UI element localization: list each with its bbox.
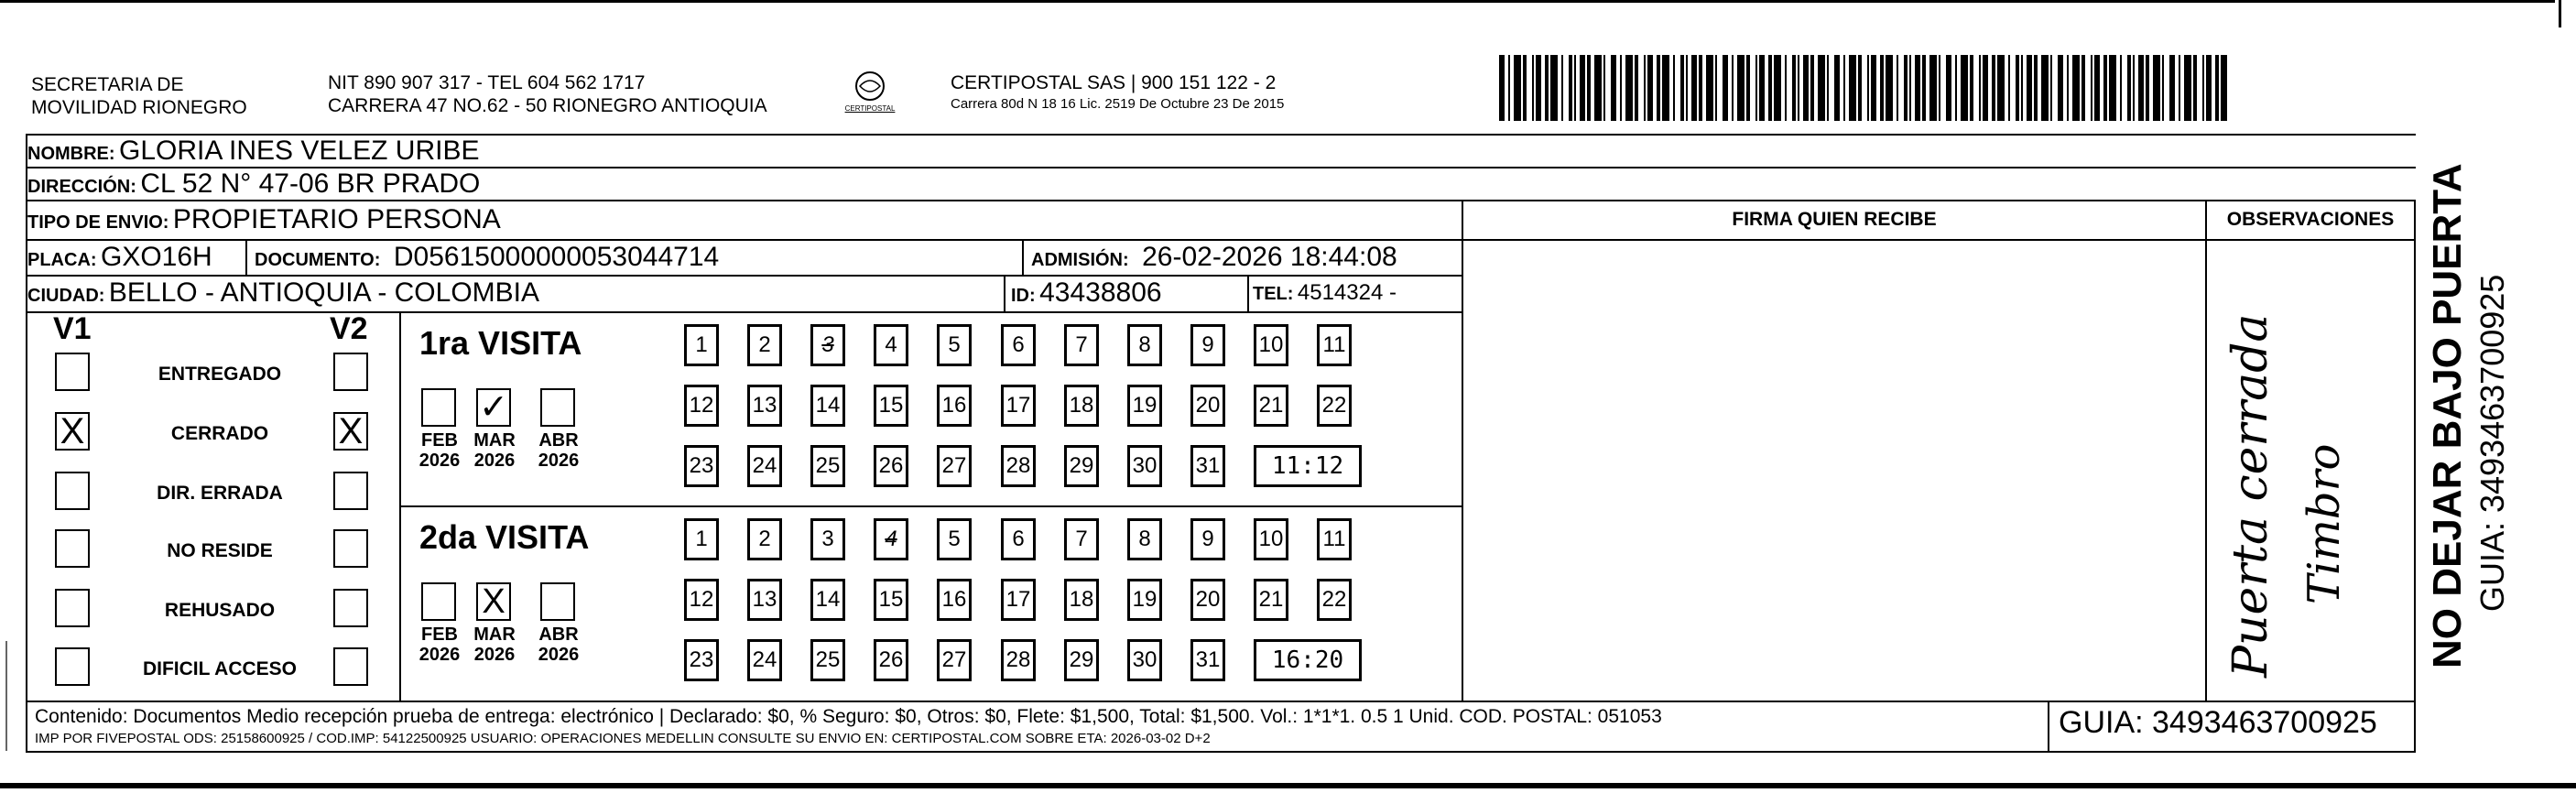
day-box[interactable]: 14 — [810, 579, 845, 621]
obs-left-line — [2205, 200, 2207, 701]
barcode-bar — [2091, 55, 2092, 121]
barcode-bar — [1810, 55, 1814, 121]
barcode-bar — [2041, 55, 2049, 121]
barcode-bar — [2034, 55, 2038, 121]
status-label: REHUSADO — [164, 600, 276, 621]
barcode-bar — [1871, 55, 1876, 121]
status-v2-checkbox[interactable] — [333, 412, 368, 451]
status-v2-mark: X — [338, 411, 364, 451]
v2-header: V2 — [330, 311, 368, 346]
org-contact — [328, 71, 767, 117]
barcode — [1499, 55, 2227, 121]
nombre-label: NOMBRE: — [27, 144, 115, 164]
observaciones-header: OBSERVACIONES — [2226, 209, 2395, 230]
side-notice: NO DEJAR BAJO PUERTA — [2425, 163, 2470, 668]
barcode-bar — [1909, 55, 1911, 121]
placa-value: GXO16H — [101, 242, 212, 272]
barcode-bar — [1774, 55, 1781, 121]
scan-mark — [5, 641, 7, 751]
barcode-bar — [1755, 55, 1757, 121]
day-box[interactable]: 16 — [937, 579, 972, 621]
barcode-bar — [2103, 55, 2107, 121]
barcode-bar — [2215, 55, 2219, 121]
barcode-bar — [1508, 55, 1510, 121]
barcode-bar — [1723, 55, 1728, 121]
barcode-bar — [1625, 55, 1633, 121]
barcode-bar — [1514, 55, 1521, 121]
barcode-bar — [1792, 55, 1796, 121]
status-v1-checkbox[interactable] — [55, 647, 90, 686]
side-guia: GUIA: 3493463700925 — [2473, 274, 2511, 612]
day-box[interactable]: 11 — [1317, 324, 1352, 366]
status-v2-checkbox[interactable] — [333, 472, 368, 510]
form-bottom-line — [26, 751, 2416, 753]
month-name: FEB — [421, 625, 458, 645]
day-box[interactable]: 23 — [684, 639, 719, 681]
admision-row — [1031, 240, 1397, 274]
day-box[interactable]: 4 — [874, 324, 908, 366]
barcode-bar — [1662, 55, 1669, 121]
barcode-bar — [2050, 55, 2052, 121]
barcode-bar — [2133, 55, 2135, 121]
barcode-bar — [1580, 55, 1585, 121]
barcode-bar — [1647, 55, 1653, 121]
barcode-bar — [1997, 55, 2005, 121]
barcode-bar — [1858, 55, 1862, 121]
tipo-value: PROPIETARIO PERSONA — [172, 204, 501, 234]
admision-divider — [1022, 239, 1024, 275]
month-label — [467, 430, 522, 471]
barcode-bar — [1961, 55, 1968, 121]
day-box[interactable]: 12 — [684, 385, 719, 427]
barcode-bar — [1699, 55, 1702, 121]
day-box[interactable]: 22 — [1317, 385, 1352, 427]
org-line-2: MOVILIDAD RIONEGRO — [31, 97, 247, 118]
row-line-5 — [26, 311, 1462, 313]
barcode-bar — [2067, 55, 2069, 121]
bottom-border — [0, 783, 2576, 788]
day-box[interactable]: 14 — [810, 385, 845, 427]
day-box[interactable]: 23 — [684, 445, 719, 487]
barcode-bar — [1818, 55, 1825, 121]
barcode-bar — [1715, 55, 1717, 121]
month-checkbox[interactable] — [540, 388, 575, 427]
barcode-bar — [1979, 55, 1981, 121]
day-box[interactable]: 7 — [1064, 324, 1099, 366]
footer-guia-divider — [2048, 701, 2049, 751]
barcode-bar — [2008, 55, 2010, 121]
tipo-label: TIPO DE ENVIO: — [27, 212, 169, 233]
barcode-bar — [1834, 55, 1840, 121]
month-label — [467, 625, 522, 665]
status-label: CERRADO — [170, 423, 269, 444]
direccion-value: CL 52 N° 47-06 BR PRADO — [140, 168, 481, 199]
barcode-bar — [1880, 55, 1884, 121]
tel-row — [1253, 276, 1397, 310]
barcode-bar — [1768, 55, 1772, 121]
month-mark: ✓ — [479, 388, 508, 427]
day-box[interactable]: 18 — [1064, 579, 1099, 621]
status-v2-checkbox[interactable] — [333, 647, 368, 686]
barcode-bar — [2016, 55, 2019, 121]
barcode-bar — [1499, 55, 1505, 121]
placa-label: PLACA: — [27, 250, 97, 270]
barcode-bar — [1545, 55, 1549, 121]
month-year: 2026 — [418, 451, 461, 471]
status-v1-checkbox[interactable] — [55, 412, 90, 451]
tel-label: TEL: — [1253, 284, 1294, 304]
day-box[interactable]: 5 — [937, 324, 972, 366]
day-box[interactable]: 16 — [937, 385, 972, 427]
status-v2-checkbox[interactable] — [333, 353, 368, 391]
barcode-bar — [1827, 55, 1829, 121]
barcode-bar — [1955, 55, 1957, 121]
barcode-bar — [1644, 55, 1646, 121]
month-year: 2026 — [538, 451, 580, 471]
day-box[interactable]: 10 — [1254, 324, 1288, 366]
barcode-bar — [1897, 55, 1898, 121]
day-box[interactable]: 12 — [684, 579, 719, 621]
barcode-bar — [2058, 55, 2063, 121]
status-label: ENTREGADO — [158, 364, 282, 385]
status-v1-checkbox[interactable] — [55, 529, 90, 568]
ciudad-value: BELLO - ANTIOQUIA - COLOMBIA — [108, 277, 540, 308]
tel-divider — [1247, 275, 1249, 311]
barcode-bar — [2138, 55, 2144, 121]
month-label — [412, 430, 467, 471]
barcode-bar — [1886, 55, 1893, 121]
barcode-bar — [2127, 55, 2131, 121]
month-checkbox[interactable] — [476, 388, 511, 427]
barcode-bar — [2109, 55, 2116, 121]
barcode-bar — [1939, 55, 1940, 121]
barcode-bar — [1706, 55, 1713, 121]
barcode-bar — [1798, 55, 1799, 121]
barcode-bar — [1574, 55, 1576, 121]
barcode-bar — [1691, 55, 1697, 121]
barcode-bar — [1849, 55, 1856, 121]
day-box[interactable]: 6 — [1001, 324, 1036, 366]
month-label — [531, 430, 586, 471]
day-box[interactable]: 25 — [810, 639, 845, 681]
barcode-bar — [2206, 55, 2212, 121]
barcode-bar — [1550, 55, 1558, 121]
barcode-bar — [2202, 55, 2204, 121]
ciudad-label: CIUDAD: — [27, 286, 105, 306]
barcode-bar — [2146, 55, 2149, 121]
day-box[interactable]: 13 — [747, 579, 782, 621]
form-right-line — [2414, 200, 2416, 753]
day-box[interactable]: 30 — [1127, 445, 1162, 487]
status-label: DIFICIL ACCESO — [142, 658, 297, 679]
barcode-bar — [1803, 55, 1809, 121]
footer-imp: IMP POR FIVEPOSTAL ODS: 25158600925 / COD.IMP: 54122500925 USUARIO: OPERACIONES MEDELLIN CONSULTE SU ENVIO EN: CERTIPOSTAL.COM SOBRE ETA: 2026-03-02 D+2 — [35, 731, 1211, 746]
day-box[interactable]: 24 — [747, 639, 782, 681]
nit-line: NIT 890 907 317 - TEL 604 562 1717 — [328, 72, 646, 93]
placa-divider — [245, 239, 247, 275]
courier-line-2: Carrera 80d N 18 16 Lic. 2519 De Octubre 23 De 2015 — [951, 96, 1285, 112]
nombre-value: GLORIA INES VELEZ URIBE — [119, 136, 480, 166]
barcode-bar — [2193, 55, 2197, 121]
day-box[interactable]: 1 — [684, 518, 719, 560]
day-box[interactable]: 8 — [1127, 324, 1162, 366]
obs-handwriting-1: Puerta cerrada — [2223, 313, 2278, 678]
day-box[interactable]: 28 — [1001, 639, 1036, 681]
barcode-bar — [2184, 55, 2191, 121]
tipo-row — [27, 201, 501, 238]
status-v2-checkbox[interactable] — [333, 529, 368, 568]
day-box[interactable]: 28 — [1001, 445, 1036, 487]
certipostal-logo — [838, 68, 902, 118]
day-box[interactable]: 5 — [937, 518, 972, 560]
barcode-bar — [1929, 55, 1937, 121]
barcode-bar — [1635, 55, 1638, 121]
day-box[interactable]: 26 — [874, 639, 908, 681]
barcode-bar — [1536, 55, 1541, 121]
month-checkbox[interactable] — [540, 582, 575, 621]
barcode-bar — [1922, 55, 1926, 121]
barcode-bar — [1785, 55, 1787, 121]
month-name: ABR — [538, 430, 579, 451]
id-value: 43438806 — [1039, 277, 1162, 308]
nombre-row — [27, 134, 479, 168]
month-label — [412, 625, 467, 665]
barcode-bar — [1759, 55, 1765, 121]
firma-left-line — [1462, 200, 1463, 701]
month-year: 2026 — [473, 451, 516, 471]
id-divider — [1004, 275, 1005, 311]
scan-mark-right — [2559, 0, 2561, 27]
direccion-row — [27, 167, 480, 201]
documento-label: DOCUMENTO: — [255, 250, 381, 270]
barcode-bar — [2221, 55, 2227, 121]
day-box[interactable]: 22 — [1317, 579, 1352, 621]
visit-time-box[interactable]: 11:12 — [1254, 445, 1362, 487]
month-checkbox[interactable] — [421, 388, 456, 427]
month-year: 2026 — [473, 645, 516, 665]
day-box[interactable]: 26 — [874, 445, 908, 487]
status-v1-mark: X — [60, 411, 85, 451]
month-name: MAR — [473, 430, 516, 451]
day-box[interactable]: 17 — [1001, 385, 1036, 427]
day-box[interactable]: 13 — [747, 385, 782, 427]
courier-line-1: CERTIPOSTAL SAS | 900 151 122 - 2 — [951, 72, 1277, 93]
status-label: DIR. ERRADA — [157, 483, 283, 504]
day-box[interactable]: 17 — [1001, 579, 1036, 621]
barcode-bar — [2072, 55, 2080, 121]
v1-header: V1 — [53, 311, 92, 346]
id-row — [1011, 276, 1162, 310]
day-box[interactable]: 9 — [1190, 518, 1225, 560]
month-name: FEB — [421, 430, 458, 451]
day-box[interactable]: 10 — [1254, 518, 1288, 560]
barcode-bar — [1732, 55, 1734, 121]
barcode-bar — [2162, 55, 2164, 121]
barcode-bar — [1686, 55, 1688, 121]
documento-value: D05615000000053044714 — [393, 242, 720, 272]
barcode-bar — [1673, 55, 1675, 121]
month-label — [531, 625, 586, 665]
day-box[interactable]: 3 — [810, 518, 845, 560]
ciudad-row — [27, 276, 539, 310]
barcode-bar — [1992, 55, 1995, 121]
barcode-bar — [2094, 55, 2100, 121]
day-box[interactable]: 29 — [1064, 639, 1099, 681]
obs-handwriting-2: Timbro — [2299, 443, 2350, 604]
barcode-bar — [1523, 55, 1527, 121]
placa-row — [27, 240, 212, 274]
day-box[interactable]: 18 — [1064, 385, 1099, 427]
day-box[interactable]: 1 — [684, 324, 719, 366]
visit-time-box[interactable]: 16:20 — [1254, 639, 1362, 681]
barcode-bar — [1611, 55, 1616, 121]
id-label: ID: — [1011, 286, 1036, 306]
month-name: ABR — [538, 625, 579, 645]
barcode-bar — [2169, 55, 2175, 121]
logo-text: CERTIPOSTAL — [844, 104, 896, 113]
barcode-bar — [1657, 55, 1660, 121]
day-box[interactable]: 15 — [874, 579, 908, 621]
day-box[interactable]: 27 — [937, 639, 972, 681]
day-box[interactable]: 19 — [1127, 579, 1162, 621]
day-box[interactable]: 20 — [1190, 385, 1225, 427]
day-box[interactable]: 2 — [747, 518, 782, 560]
status-label: NO RESIDE — [167, 540, 273, 561]
barcode-bar — [1561, 55, 1563, 121]
barcode-bar — [1970, 55, 1973, 121]
firma-header: FIRMA QUIEN RECIBE — [1732, 209, 1937, 230]
barcode-bar — [1532, 55, 1534, 121]
month-checkbox[interactable] — [476, 582, 511, 621]
day-box[interactable]: 6 — [1001, 518, 1036, 560]
month-name: MAR — [473, 625, 516, 645]
address-line: CARRERA 47 NO.62 - 50 RIONEGRO ANTIOQUIA — [328, 95, 767, 116]
day-box[interactable]: 30 — [1127, 639, 1162, 681]
day-box[interactable]: 15 — [874, 385, 908, 427]
barcode-bar — [2120, 55, 2122, 121]
day-box[interactable]: 24 — [747, 445, 782, 487]
barcode-bar — [1594, 55, 1602, 121]
visit-divider — [399, 505, 1462, 507]
status-v1-checkbox[interactable] — [55, 472, 90, 510]
day-box[interactable]: 19 — [1127, 385, 1162, 427]
top-border — [0, 0, 2555, 3]
day-box[interactable]: 20 — [1190, 579, 1225, 621]
org-name — [31, 73, 247, 119]
visit-title: 1ra VISITA — [419, 324, 582, 362]
barcode-bar — [1603, 55, 1605, 121]
barcode-bar — [1843, 55, 1845, 121]
admision-label: ADMISIÓN: — [1031, 250, 1129, 270]
month-year: 2026 — [418, 645, 461, 665]
day-box[interactable]: 31 — [1190, 445, 1225, 487]
tel-value: 4514324 - — [1297, 280, 1397, 305]
direccion-label: DIRECCIÓN: — [27, 177, 136, 197]
day-box[interactable]: 9 — [1190, 324, 1225, 366]
day-box[interactable]: 2 — [747, 324, 782, 366]
day-box[interactable]: 27 — [937, 445, 972, 487]
day-box[interactable]: 11 — [1317, 518, 1352, 560]
status-v1-checkbox[interactable] — [55, 589, 90, 627]
footer-guia: GUIA: 3493463700925 — [2059, 705, 2377, 740]
barcode-bar — [1946, 55, 1951, 121]
month-mark: X — [482, 582, 505, 621]
barcode-bar — [2081, 55, 2085, 121]
barcode-bar — [1587, 55, 1591, 121]
day-box[interactable]: 7 — [1064, 518, 1099, 560]
status-v1-checkbox[interactable] — [55, 353, 90, 391]
barcode-bar — [1915, 55, 1920, 121]
barcode-bar — [1746, 55, 1750, 121]
visit-title: 2da VISITA — [419, 518, 590, 556]
day-box[interactable]: 29 — [1064, 445, 1099, 487]
org-line-1: SECRETARIA DE — [31, 74, 184, 95]
day-box[interactable]: 21 — [1254, 579, 1288, 621]
barcode-bar — [1983, 55, 1988, 121]
day-box[interactable]: 21 — [1254, 385, 1288, 427]
barcode-bar — [1620, 55, 1622, 121]
admision-value: 26-02-2026 18:44:08 — [1142, 242, 1397, 272]
day-box[interactable]: 8 — [1127, 518, 1162, 560]
barcode-bar — [1569, 55, 1572, 121]
footer-contenido: Contenido: Documentos Medio recepción prueba de entrega: electrónico | Declarado: $0, % Seguro: $0, Otros: $0, Flete: $1,500, Total: $1,500. Vol.: 1*1*1. 0.5 1 Unid. COD. POSTAL: 051053 — [35, 706, 1662, 727]
barcode-bar — [1680, 55, 1684, 121]
barcode-bar — [1737, 55, 1745, 121]
day-box[interactable]: 4 — [874, 518, 908, 560]
barcode-bar — [2027, 55, 2032, 121]
courier-info — [951, 71, 1284, 114]
barcode-bar — [2021, 55, 2023, 121]
documento-row — [255, 240, 719, 274]
barcode-bar — [1867, 55, 1869, 121]
barcode-bar — [2153, 55, 2160, 121]
barcode-bar — [1904, 55, 1908, 121]
status-v2-checkbox[interactable] — [333, 589, 368, 627]
barcode-bar — [2179, 55, 2180, 121]
month-year: 2026 — [538, 645, 580, 665]
day-box[interactable]: 25 — [810, 445, 845, 487]
day-box[interactable]: 3 — [810, 324, 845, 366]
month-checkbox[interactable] — [421, 582, 456, 621]
footer-top-line — [26, 701, 2416, 702]
day-box[interactable]: 31 — [1190, 639, 1225, 681]
